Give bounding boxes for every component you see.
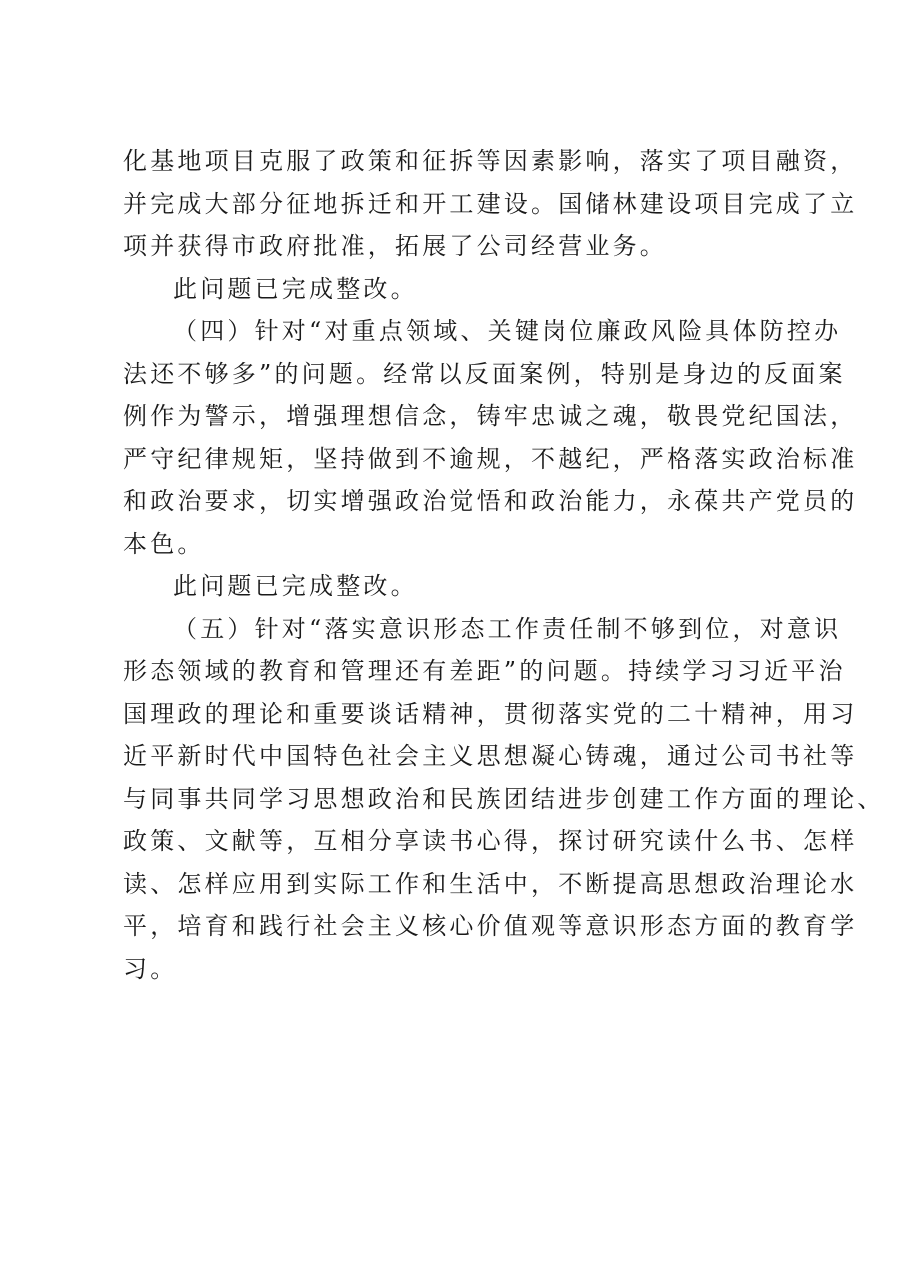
- text-line: 此问题已完成整改。: [173, 274, 418, 303]
- text-line: 近平新时代中国特色社会主义思想凝心铸魂，通过公司书社等: [123, 742, 858, 770]
- text-line: 并完成大部分征地拆迁和开工建设。国储林建设项目完成了立: [123, 189, 858, 218]
- text-line: 平，培育和践行社会主义核心价值观等意识形态方面的教育学: [123, 912, 858, 940]
- paragraph-rectification-done-1: [123, 268, 785, 311]
- document-body: [123, 140, 885, 990]
- paragraph-project-progress: [123, 140, 858, 268]
- text-line: 与同事共同学习思想政治和民族团结进步创建工作方面的理论、: [123, 784, 885, 813]
- text-line: 形态领域的教育和管理还有差距”的问题。持续学习习近平治: [123, 657, 846, 685]
- text-line: 项并获得市政府批准，拓展了公司经营业务。: [123, 232, 667, 260]
- text-line: 例作为警示，增强理想信念，铸牢忠诚之魂，敬畏党纪国法，: [123, 402, 858, 430]
- paragraph-item-five: [123, 608, 885, 991]
- paragraph-item-four: [123, 310, 858, 565]
- text-line: 习。: [123, 954, 178, 983]
- text-line: 法还不够多”的问题。经常以反面案例，特别是身边的反面案: [123, 359, 846, 388]
- text-line: 严守纪律规矩，坚持做到不逾规，不越纪，严格落实政治标准: [123, 444, 858, 473]
- text-line: 政策、文献等，互相分享读书心得，探讨研究读什么书、怎样: [123, 827, 858, 855]
- text-line: 和政治要求，切实增强政治觉悟和政治能力，永葆共产党员的: [123, 487, 858, 515]
- text-line: 读、怎样应用到实际工作和生活中，不断提高思想政治理论水: [123, 869, 858, 898]
- text-line: 国理政的理论和重要谈话精神，贯彻落实党的二十精神，用习: [123, 699, 858, 728]
- paragraph-rectification-done-2: [123, 565, 785, 608]
- text-line: （四）针对“对重点领域、关键岗位廉政风险具体防控办: [173, 317, 842, 345]
- text-line: （五）针对“落实意识形态工作责任制不够到位，对意识: [173, 614, 842, 643]
- text-line: 本色。: [123, 529, 205, 558]
- text-line: 此问题已完成整改。: [173, 572, 418, 600]
- text-line: 化基地项目克服了政策和征拆等因素影响，落实了项目融资，: [123, 147, 858, 175]
